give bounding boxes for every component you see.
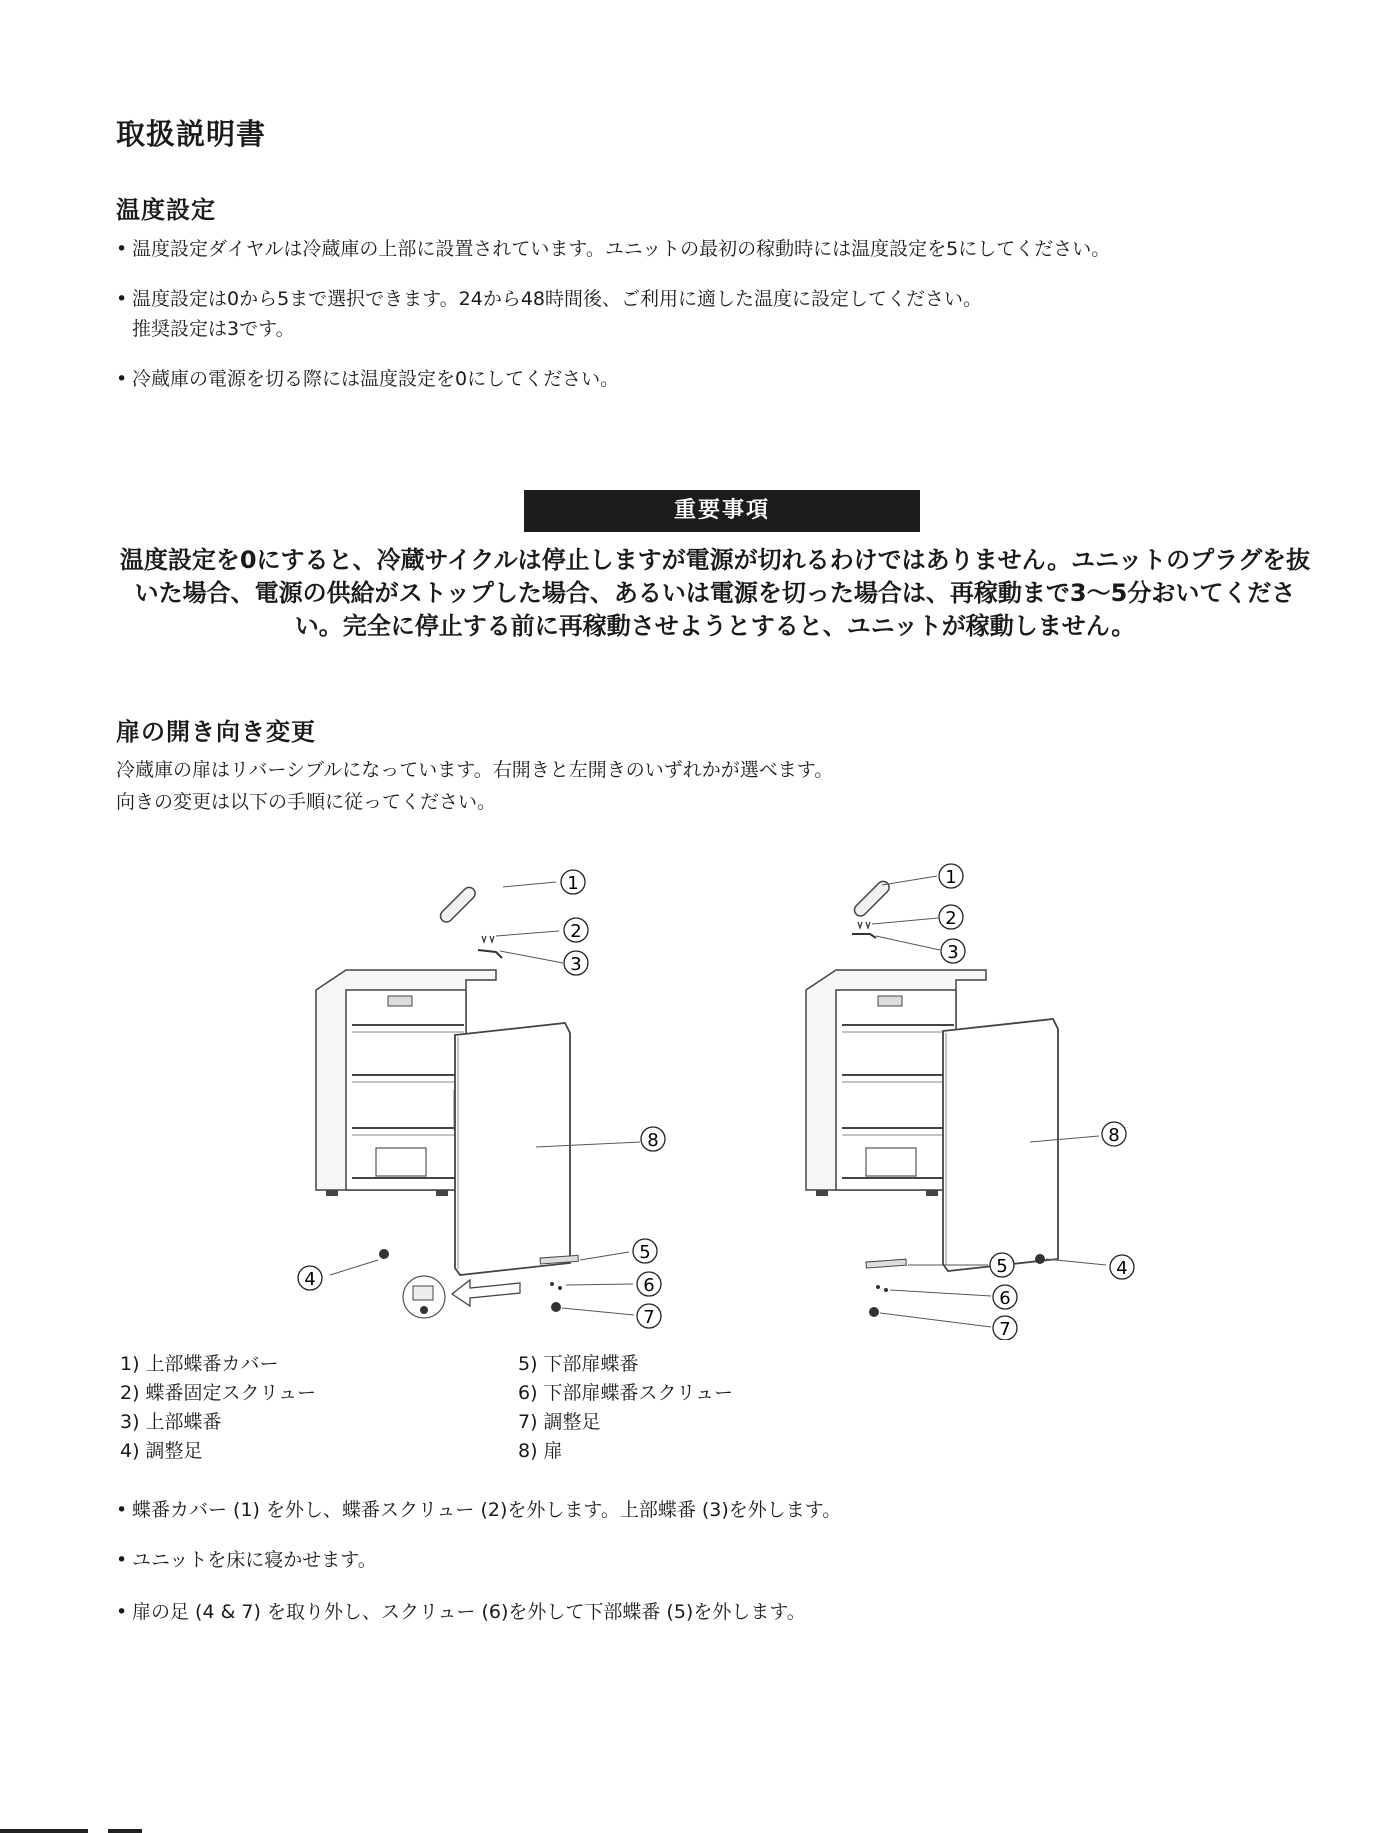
legend-item-7: 7) 調整足: [518, 1411, 601, 1433]
svg-text:1: 1: [567, 873, 579, 894]
legend-item-4: 4) 調整足: [120, 1440, 203, 1462]
legend-item-3: 3) 上部蝶番: [120, 1411, 222, 1433]
section-heading-door: 扉の開き向き変更: [116, 718, 316, 746]
callout-left-3: [564, 951, 588, 975]
callout-right-1: [939, 864, 963, 888]
callout-left-5: [633, 1239, 657, 1263]
diagram-left: [298, 870, 665, 1328]
left-hinge-cover-part: [438, 885, 478, 925]
bullet-temp-1: [116, 234, 1110, 264]
callout-left-1: [561, 870, 585, 894]
bullet-dot: •: [116, 238, 128, 260]
door-intro-line-1: 冷蔵庫の扉はリバーシブルになっています。右開きと左開きのいずれかが選べます。: [116, 759, 834, 781]
bullet-text: 温度設定ダイヤルは冷蔵庫の上部に設置されています。ユニットの最初の稼動時には温度設定を5にしてください。: [132, 238, 1111, 260]
callout-right-3: [941, 939, 965, 963]
step-text: 蝶番カバー (1) を外し、蝶番スクリュー (2)を外します。上部蝶番 (3)を外します。: [132, 1499, 842, 1521]
svg-text:3: 3: [947, 942, 959, 963]
door-intro: [116, 754, 833, 818]
important-text: [100, 544, 1330, 643]
important-line-2: いた場合、電源の供給がストップした場合、あるいは電源を切った場合は、再稼動まで3〜5分おいてくださ: [134, 579, 1296, 607]
legend-item-2: 2) 蝶番固定スクリュー: [120, 1382, 316, 1404]
callout-left-7: [637, 1304, 661, 1328]
callout-right-8: [1102, 1122, 1126, 1146]
important-line-3: い。完全に停止する前に再稼動させようとすると、ユニットが稼動しません。: [294, 612, 1136, 640]
svg-text:2: 2: [570, 921, 582, 942]
callout-left-8: [641, 1127, 665, 1151]
step-2: [116, 1545, 377, 1575]
callout-right-6: [993, 1285, 1017, 1309]
svg-text:5: 5: [996, 1256, 1008, 1277]
bullet-dot: •: [116, 1499, 128, 1521]
bullet-text: 冷蔵庫の電源を切る際には温度設定を0にしてください。: [132, 368, 620, 390]
svg-text:3: 3: [570, 954, 582, 975]
svg-text:2: 2: [945, 908, 957, 929]
legend-item-6: 6) 下部扉蝶番スクリュー: [518, 1382, 733, 1404]
important-banner: 重要事項: [524, 490, 920, 532]
svg-text:7: 7: [999, 1319, 1011, 1340]
callout-right-2: [939, 905, 963, 929]
callout-left-6: [637, 1272, 661, 1296]
bullet-dot: •: [116, 1549, 128, 1571]
legend-left-column: [120, 1350, 316, 1466]
step-1: [116, 1495, 841, 1525]
svg-text:8: 8: [1108, 1125, 1120, 1146]
callout-right-7: [993, 1316, 1017, 1340]
bullet-temp-2: [116, 284, 982, 344]
callout-left-2: [564, 918, 588, 942]
legend-right-column: [518, 1350, 733, 1466]
callout-right-5: [990, 1253, 1014, 1277]
svg-text:6: 6: [999, 1288, 1011, 1309]
legend-item-8: 8) 扉: [518, 1440, 563, 1462]
page-title: 取扱説明書: [116, 117, 267, 151]
callout-left-4: [298, 1266, 322, 1290]
section-heading-temperature: 温度設定: [116, 196, 216, 224]
important-line-1: 温度設定を0にすると、冷蔵サイクルは停止しますが電源が切れるわけではありません。ユニットのプラグを抜: [119, 546, 1311, 574]
legend-item-1: 1) 上部蝶番カバー: [120, 1353, 279, 1375]
door-reversal-diagram: [0, 860, 1398, 1340]
bullet-text-cont: 推奨設定は3です。: [132, 318, 295, 340]
door-intro-line-2: 向きの変更は以下の手順に従ってください。: [116, 791, 497, 813]
step-text: 扉の足 (4 & 7) を取り外し、スクリュー (6)を外して下部蝶番 (5)を外します。: [132, 1601, 806, 1623]
bullet-dot: •: [116, 368, 128, 390]
svg-text:7: 7: [643, 1307, 655, 1328]
svg-text:6: 6: [643, 1275, 655, 1296]
diagram-right: [806, 864, 1134, 1340]
bullet-temp-3: [116, 364, 619, 394]
svg-text:4: 4: [304, 1269, 316, 1290]
bullet-text: 温度設定は0から5まで選択できます。24から48時間後、ご利用に適した温度に設定してください。: [132, 288, 983, 310]
callout-right-4: [1110, 1255, 1134, 1279]
svg-text:1: 1: [945, 867, 957, 888]
step-text: ユニットを床に寝かせます。: [132, 1549, 377, 1571]
legend-item-5: 5) 下部扉蝶番: [518, 1353, 639, 1375]
bullet-dot: •: [116, 288, 128, 310]
footer-rule: [0, 1829, 88, 1833]
svg-text:8: 8: [647, 1130, 659, 1151]
footer-mark: [108, 1829, 142, 1833]
svg-text:4: 4: [1116, 1258, 1128, 1279]
svg-text:5: 5: [639, 1242, 651, 1263]
step-3: [116, 1597, 806, 1627]
bullet-dot: •: [116, 1601, 128, 1623]
